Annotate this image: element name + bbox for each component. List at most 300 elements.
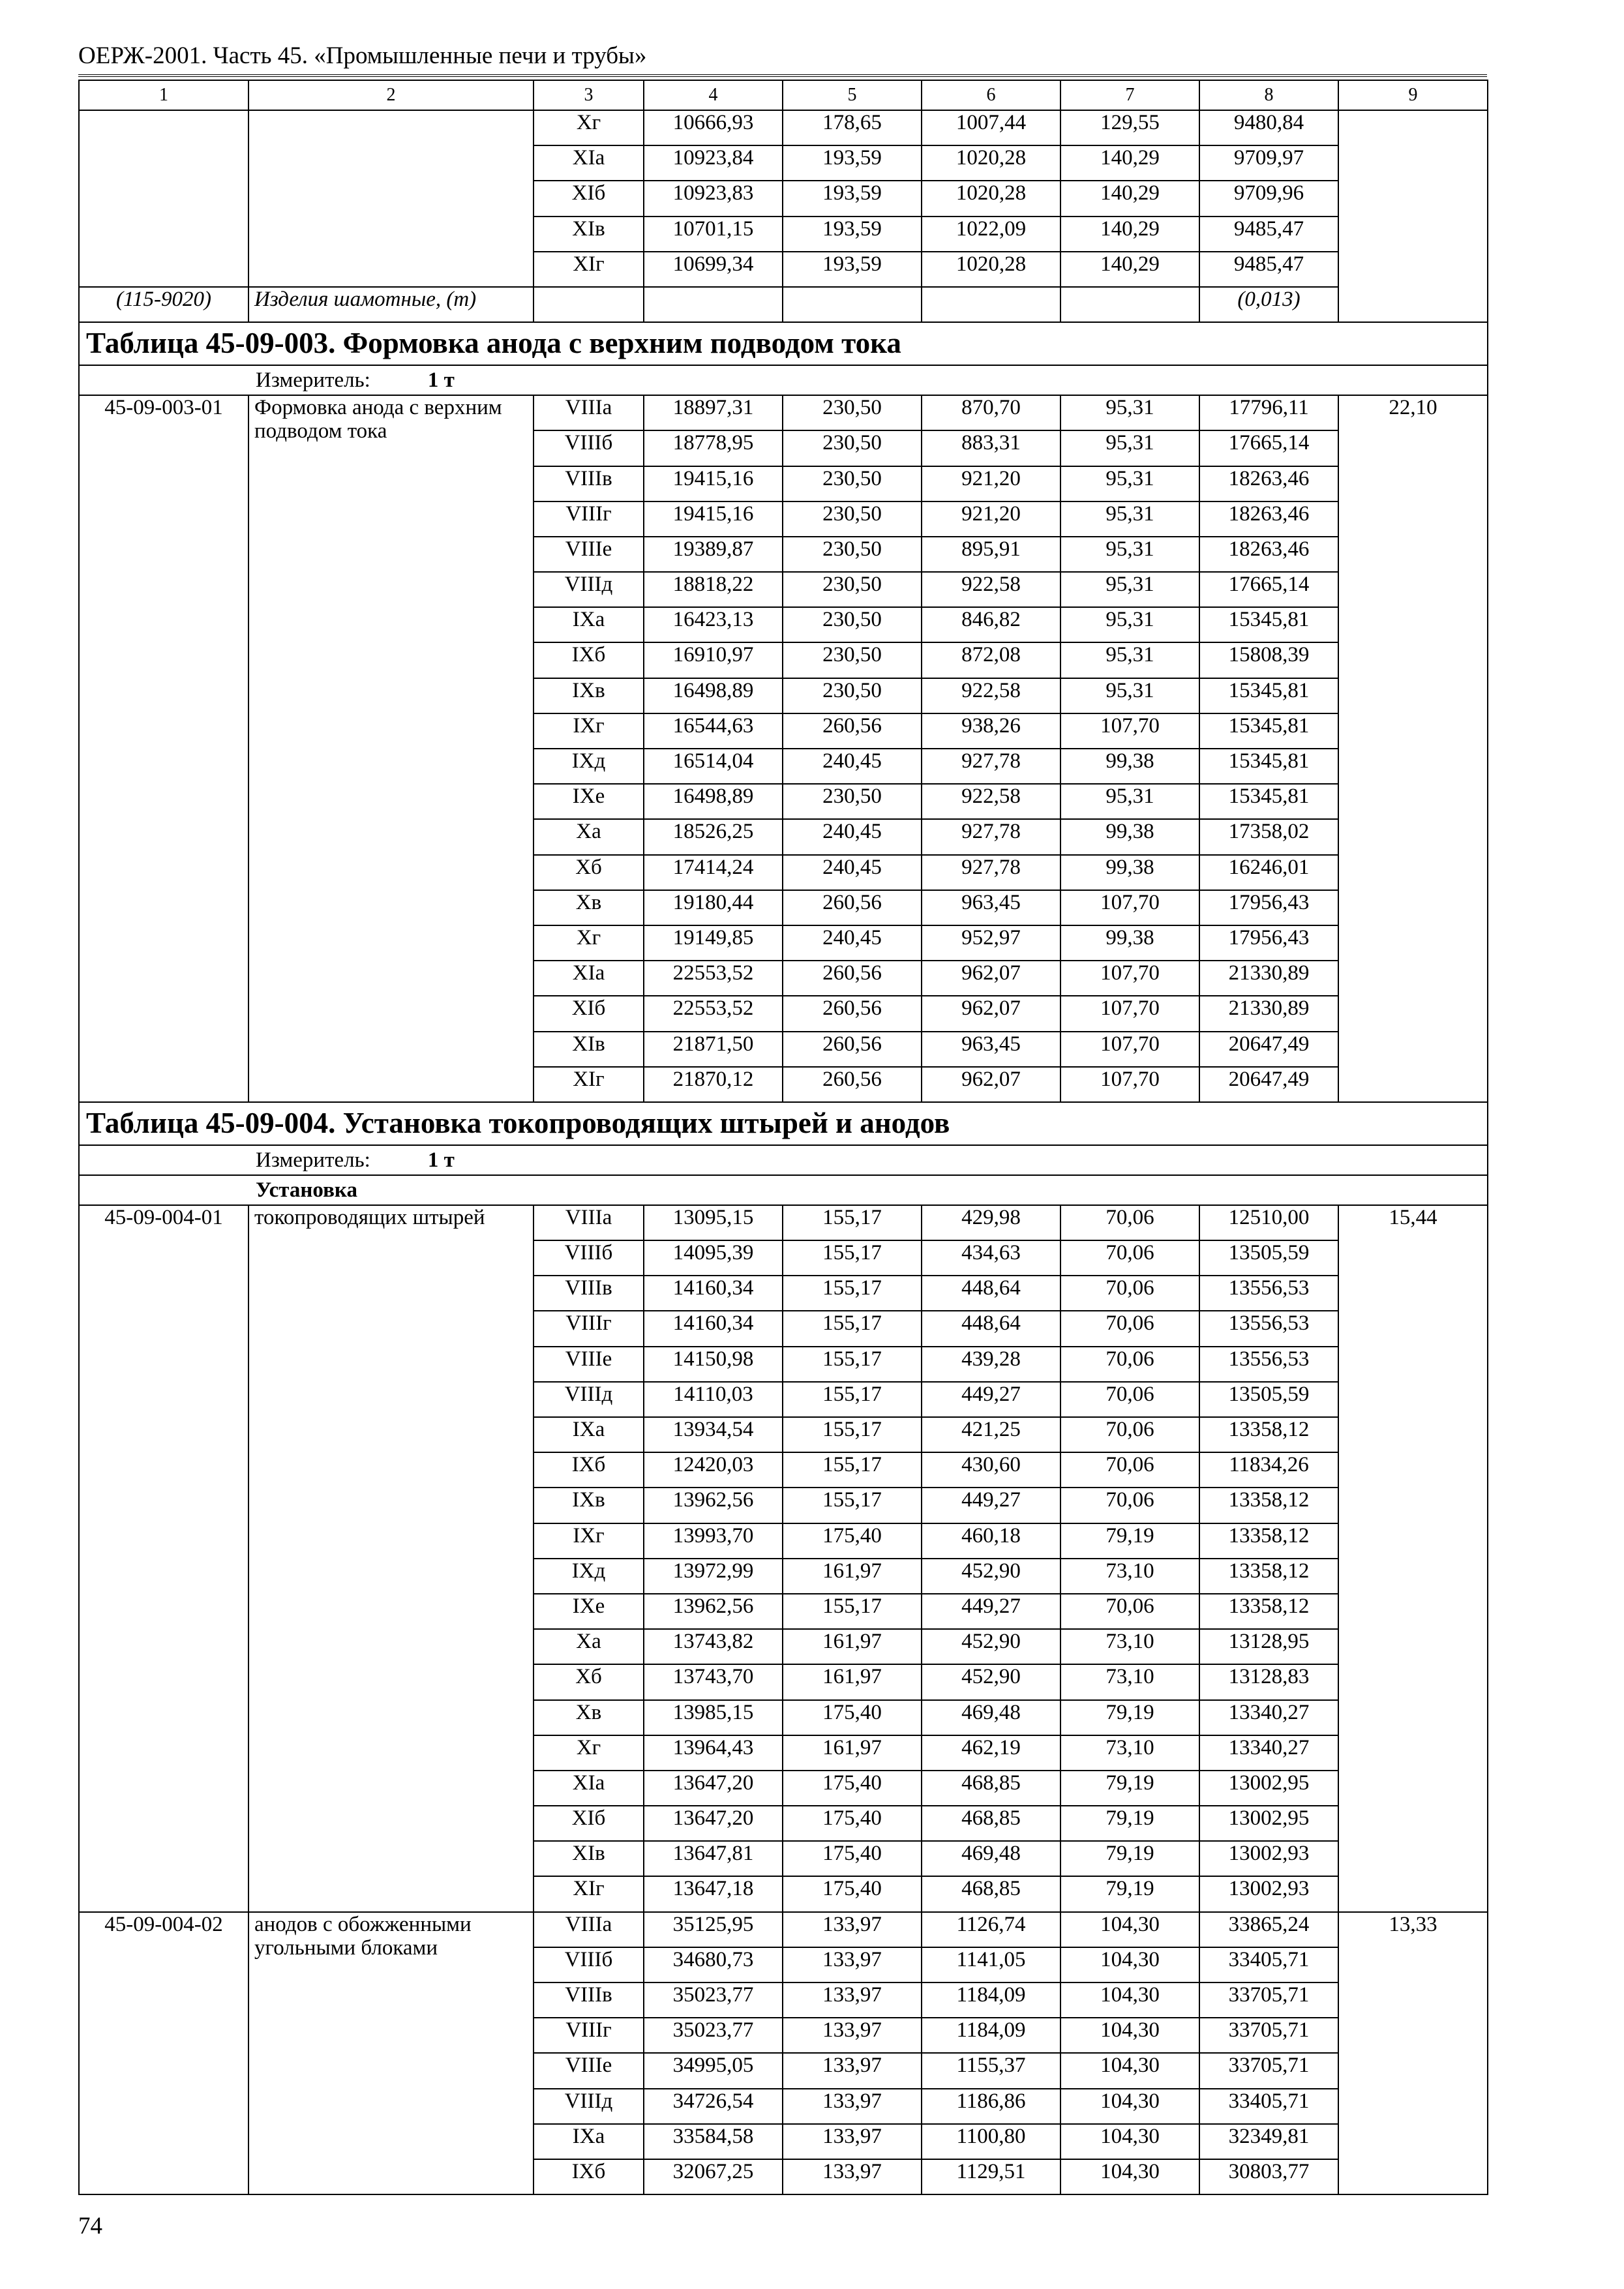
value-cell: 16498,89 bbox=[644, 784, 783, 819]
value-cell: 260,56 bbox=[783, 961, 922, 996]
value-cell: 33584,58 bbox=[644, 2124, 783, 2159]
value-cell: VIIIв bbox=[534, 466, 644, 501]
value-cell: 922,58 bbox=[922, 572, 1060, 607]
value-cell: VIIIд bbox=[534, 1382, 644, 1417]
col9-cell: 15,44 bbox=[1338, 1205, 1488, 1912]
value-cell: 883,31 bbox=[922, 430, 1060, 466]
value-cell: 1155,37 bbox=[922, 2053, 1060, 2088]
unit-label: Измеритель: bbox=[256, 368, 370, 392]
material-value: (0,013) bbox=[1199, 287, 1338, 322]
table-003-title: Таблица 45-09-003. Формовка анода с верхним подводом тока bbox=[79, 322, 1488, 365]
value-cell: 230,50 bbox=[783, 784, 922, 819]
value-cell: 13128,83 bbox=[1199, 1664, 1338, 1699]
value-cell: 95,31 bbox=[1060, 572, 1199, 607]
column-number: 3 bbox=[534, 80, 644, 110]
column-number: 9 bbox=[1338, 80, 1488, 110]
value-cell: 140,29 bbox=[1060, 145, 1199, 181]
col9-cell bbox=[1338, 110, 1488, 322]
value-cell: 17358,02 bbox=[1199, 819, 1338, 854]
value-cell: 35023,77 bbox=[644, 2018, 783, 2053]
value-cell: 107,70 bbox=[1060, 1067, 1199, 1102]
value-cell: VIIIд bbox=[534, 572, 644, 607]
value-cell: 240,45 bbox=[783, 855, 922, 890]
value-cell: 155,17 bbox=[783, 1240, 922, 1276]
value-cell: 16514,04 bbox=[644, 749, 783, 784]
table-004-title: Таблица 45-09-004. Установка токопроводящих штырей и анодов bbox=[79, 1102, 1488, 1145]
value-cell: 13993,70 bbox=[644, 1523, 783, 1559]
value-cell: ХIа bbox=[534, 961, 644, 996]
value-cell: 1100,80 bbox=[922, 2124, 1060, 2159]
value-cell: VIIIе bbox=[534, 1347, 644, 1382]
value-cell: 33705,71 bbox=[1199, 2018, 1338, 2053]
value-cell: 16246,01 bbox=[1199, 855, 1338, 890]
value-cell: 155,17 bbox=[783, 1594, 922, 1629]
value-cell: Хб bbox=[534, 1664, 644, 1699]
value-cell: 129,55 bbox=[1060, 110, 1199, 145]
value-cell: IХа bbox=[534, 2124, 644, 2159]
value-cell: ХIв bbox=[534, 1032, 644, 1067]
value-cell: 20647,49 bbox=[1199, 1032, 1338, 1067]
unit-row bbox=[79, 1145, 1488, 1175]
value-cell: 260,56 bbox=[783, 890, 922, 925]
value-cell: 73,10 bbox=[1060, 1664, 1199, 1699]
value-cell: Ха bbox=[534, 1629, 644, 1664]
value-cell: 19415,16 bbox=[644, 466, 783, 501]
value-cell: 468,85 bbox=[922, 1806, 1060, 1841]
value-cell: 230,50 bbox=[783, 537, 922, 572]
value-cell: 107,70 bbox=[1060, 713, 1199, 749]
value-cell: 449,27 bbox=[922, 1382, 1060, 1417]
value-cell: 16498,89 bbox=[644, 678, 783, 713]
code-cell: 45-09-004-02 bbox=[79, 1912, 248, 2195]
material-name: Изделия шамотные, (т) bbox=[248, 287, 534, 322]
value-cell: 15345,81 bbox=[1199, 607, 1338, 642]
value-cell: 20647,49 bbox=[1199, 1067, 1338, 1102]
value-cell: 230,50 bbox=[783, 642, 922, 678]
value-cell: IХд bbox=[534, 1559, 644, 1594]
value-cell: VIIIа bbox=[534, 395, 644, 430]
value-cell: 449,27 bbox=[922, 1594, 1060, 1629]
value-cell: 95,31 bbox=[1060, 466, 1199, 501]
value-cell: Хг bbox=[534, 1735, 644, 1771]
value-cell: 35023,77 bbox=[644, 1982, 783, 2018]
value-cell: 155,17 bbox=[783, 1417, 922, 1452]
value-cell: 104,30 bbox=[1060, 2018, 1199, 2053]
value-cell: 73,10 bbox=[1060, 1559, 1199, 1594]
column-number: 7 bbox=[1060, 80, 1199, 110]
value-cell: 30803,77 bbox=[1199, 2159, 1338, 2194]
value-cell: 1007,44 bbox=[922, 110, 1060, 145]
value-cell: 13985,15 bbox=[644, 1700, 783, 1735]
subheading-row bbox=[79, 1175, 1488, 1205]
value-cell: 13647,18 bbox=[644, 1876, 783, 1911]
value-cell: 155,17 bbox=[783, 1488, 922, 1523]
value-cell: VIIIд bbox=[534, 2089, 644, 2124]
value-cell: 468,85 bbox=[922, 1876, 1060, 1911]
value-cell: 19389,87 bbox=[644, 537, 783, 572]
value-cell: 18263,46 bbox=[1199, 466, 1338, 501]
value-cell: 21330,89 bbox=[1199, 961, 1338, 996]
empty-cell bbox=[922, 287, 1060, 322]
value-cell: 33865,24 bbox=[1199, 1912, 1338, 1947]
value-cell: 161,97 bbox=[783, 1629, 922, 1664]
value-cell: 35125,95 bbox=[644, 1912, 783, 1947]
value-cell: 18818,22 bbox=[644, 572, 783, 607]
value-cell: ХIг bbox=[534, 1067, 644, 1102]
value-cell: 34726,54 bbox=[644, 2089, 783, 2124]
value-cell: 13647,81 bbox=[644, 1841, 783, 1876]
value-cell: 1184,09 bbox=[922, 1982, 1060, 2018]
value-cell: 21330,89 bbox=[1199, 996, 1338, 1031]
value-cell: 13964,43 bbox=[644, 1735, 783, 1771]
value-cell: 95,31 bbox=[1060, 607, 1199, 642]
value-cell: 962,07 bbox=[922, 996, 1060, 1031]
value-cell: 13743,82 bbox=[644, 1629, 783, 1664]
value-cell: 155,17 bbox=[783, 1311, 922, 1346]
value-cell: 10699,34 bbox=[644, 252, 783, 287]
value-cell: 13002,95 bbox=[1199, 1806, 1338, 1841]
value-cell: 421,25 bbox=[922, 1417, 1060, 1452]
value-cell: 95,31 bbox=[1060, 537, 1199, 572]
value-cell: 448,64 bbox=[922, 1311, 1060, 1346]
value-cell: 434,63 bbox=[922, 1240, 1060, 1276]
subheading-cell bbox=[79, 1175, 1488, 1205]
value-cell: IХг bbox=[534, 713, 644, 749]
value-cell: 9709,97 bbox=[1199, 145, 1338, 181]
value-cell: 79,19 bbox=[1060, 1771, 1199, 1806]
material-row bbox=[79, 287, 1488, 322]
value-cell: VIIIб bbox=[534, 430, 644, 466]
value-cell: 462,19 bbox=[922, 1735, 1060, 1771]
value-cell: 12510,00 bbox=[1199, 1205, 1338, 1240]
value-cell: 18897,31 bbox=[644, 395, 783, 430]
value-cell: 1141,05 bbox=[922, 1947, 1060, 1982]
value-cell: 73,10 bbox=[1060, 1629, 1199, 1664]
value-cell: 22553,52 bbox=[644, 961, 783, 996]
value-cell: ХIг bbox=[534, 252, 644, 287]
value-cell: 922,58 bbox=[922, 784, 1060, 819]
value-cell: 107,70 bbox=[1060, 1032, 1199, 1067]
value-cell: 260,56 bbox=[783, 713, 922, 749]
value-cell: 175,40 bbox=[783, 1876, 922, 1911]
value-cell: 1186,86 bbox=[922, 2089, 1060, 2124]
value-cell: 133,97 bbox=[783, 2124, 922, 2159]
value-cell: 13002,93 bbox=[1199, 1841, 1338, 1876]
table-body bbox=[79, 80, 1488, 2194]
value-cell: 921,20 bbox=[922, 501, 1060, 537]
value-cell: 895,91 bbox=[922, 537, 1060, 572]
unit-value: 1 т bbox=[427, 368, 455, 392]
value-cell: IХв bbox=[534, 678, 644, 713]
value-cell: VIIIг bbox=[534, 2018, 644, 2053]
value-cell: IХа bbox=[534, 607, 644, 642]
table-title-row bbox=[79, 322, 1488, 365]
value-cell: 104,30 bbox=[1060, 2089, 1199, 2124]
value-cell: 927,78 bbox=[922, 749, 1060, 784]
value-cell: 140,29 bbox=[1060, 252, 1199, 287]
value-cell: 161,97 bbox=[783, 1664, 922, 1699]
value-cell: 70,06 bbox=[1060, 1276, 1199, 1311]
value-cell: ХIа bbox=[534, 1771, 644, 1806]
value-cell: 1126,74 bbox=[922, 1912, 1060, 1947]
value-cell: 9709,96 bbox=[1199, 181, 1338, 216]
value-cell: 70,06 bbox=[1060, 1382, 1199, 1417]
value-cell: Ха bbox=[534, 819, 644, 854]
value-cell: 21871,50 bbox=[644, 1032, 783, 1067]
value-cell: 13556,53 bbox=[1199, 1347, 1338, 1382]
value-cell: 95,31 bbox=[1060, 784, 1199, 819]
value-cell: 18263,46 bbox=[1199, 537, 1338, 572]
value-cell: 13358,12 bbox=[1199, 1417, 1338, 1452]
value-cell: 99,38 bbox=[1060, 749, 1199, 784]
value-cell: 193,59 bbox=[783, 217, 922, 252]
value-cell: 19149,85 bbox=[644, 925, 783, 961]
value-cell: 15808,39 bbox=[1199, 642, 1338, 678]
value-cell: Хв bbox=[534, 1700, 644, 1735]
value-cell: ХIб bbox=[534, 996, 644, 1031]
table-row bbox=[79, 395, 1488, 430]
value-cell: 17956,43 bbox=[1199, 925, 1338, 961]
column-number: 8 bbox=[1199, 80, 1338, 110]
value-cell: 17665,14 bbox=[1199, 572, 1338, 607]
value-cell: 79,19 bbox=[1060, 1841, 1199, 1876]
value-cell: 104,30 bbox=[1060, 2053, 1199, 2088]
value-cell: 16910,97 bbox=[644, 642, 783, 678]
value-cell: 468,85 bbox=[922, 1771, 1060, 1806]
value-cell: 9485,47 bbox=[1199, 252, 1338, 287]
value-cell: 99,38 bbox=[1060, 855, 1199, 890]
value-cell: 452,90 bbox=[922, 1664, 1060, 1699]
value-cell: 1129,51 bbox=[922, 2159, 1060, 2194]
value-cell: 155,17 bbox=[783, 1205, 922, 1240]
unit-row bbox=[79, 365, 1488, 395]
value-cell: IХб bbox=[534, 2159, 644, 2194]
value-cell: 193,59 bbox=[783, 252, 922, 287]
value-cell: 1020,28 bbox=[922, 145, 1060, 181]
unit-cell bbox=[79, 1145, 1488, 1175]
value-cell: 469,48 bbox=[922, 1700, 1060, 1735]
value-cell: VIIIв bbox=[534, 1982, 644, 2018]
value-cell: 79,19 bbox=[1060, 1806, 1199, 1841]
value-cell: 18526,25 bbox=[644, 819, 783, 854]
page-number: 74 bbox=[78, 2213, 102, 2239]
value-cell: 73,10 bbox=[1060, 1735, 1199, 1771]
value-cell: 1184,09 bbox=[922, 2018, 1060, 2053]
value-cell: 439,28 bbox=[922, 1347, 1060, 1382]
value-cell: 95,31 bbox=[1060, 678, 1199, 713]
value-cell: IХг bbox=[534, 1523, 644, 1559]
value-cell: Хг bbox=[534, 925, 644, 961]
value-cell: 1022,09 bbox=[922, 217, 1060, 252]
value-cell: 18263,46 bbox=[1199, 501, 1338, 537]
value-cell: 107,70 bbox=[1060, 961, 1199, 996]
value-cell: 10923,83 bbox=[644, 181, 783, 216]
value-cell: 175,40 bbox=[783, 1771, 922, 1806]
value-cell: 872,08 bbox=[922, 642, 1060, 678]
value-cell: 963,45 bbox=[922, 890, 1060, 925]
value-cell: 240,45 bbox=[783, 925, 922, 961]
column-number: 2 bbox=[248, 80, 534, 110]
value-cell: 15345,81 bbox=[1199, 784, 1338, 819]
value-cell: 22553,52 bbox=[644, 996, 783, 1031]
price-table bbox=[78, 80, 1488, 2195]
value-cell: 13340,27 bbox=[1199, 1700, 1338, 1735]
value-cell: 952,97 bbox=[922, 925, 1060, 961]
value-cell: ХIв bbox=[534, 1841, 644, 1876]
value-cell: IХа bbox=[534, 1417, 644, 1452]
value-cell: 175,40 bbox=[783, 1806, 922, 1841]
unit-cell bbox=[79, 365, 1488, 395]
value-cell: 33405,71 bbox=[1199, 1947, 1338, 1982]
value-cell: 155,17 bbox=[783, 1276, 922, 1311]
value-cell: Хб bbox=[534, 855, 644, 890]
page-header bbox=[78, 38, 1487, 77]
value-cell: 193,59 bbox=[783, 145, 922, 181]
value-cell: 13002,95 bbox=[1199, 1771, 1338, 1806]
value-cell: 230,50 bbox=[783, 572, 922, 607]
value-cell: 104,30 bbox=[1060, 1947, 1199, 1982]
value-cell: 155,17 bbox=[783, 1382, 922, 1417]
col9-cell: 22,10 bbox=[1338, 395, 1488, 1102]
value-cell: 79,19 bbox=[1060, 1700, 1199, 1735]
value-cell: 10666,93 bbox=[644, 110, 783, 145]
value-cell: 13505,59 bbox=[1199, 1382, 1338, 1417]
value-cell: 17414,24 bbox=[644, 855, 783, 890]
value-cell: 133,97 bbox=[783, 2018, 922, 2053]
code-cell bbox=[79, 110, 248, 287]
value-cell: 13358,12 bbox=[1199, 1488, 1338, 1523]
value-cell: 34680,73 bbox=[644, 1947, 783, 1982]
value-cell: 175,40 bbox=[783, 1523, 922, 1559]
value-cell: 155,17 bbox=[783, 1347, 922, 1382]
value-cell: 922,58 bbox=[922, 678, 1060, 713]
value-cell: 70,06 bbox=[1060, 1347, 1199, 1382]
value-cell: 133,97 bbox=[783, 2159, 922, 2194]
value-cell: IХе bbox=[534, 784, 644, 819]
value-cell: 133,97 bbox=[783, 1982, 922, 2018]
value-cell: 230,50 bbox=[783, 466, 922, 501]
value-cell: 14110,03 bbox=[644, 1382, 783, 1417]
document-title: ОЕРЖ-2001. Часть 45. «Промышленные печи и трубы» bbox=[78, 42, 647, 69]
name-cell: анодов с обожженными угольными блоками bbox=[248, 1912, 534, 2195]
value-cell: 13743,70 bbox=[644, 1664, 783, 1699]
value-cell: 32067,25 bbox=[644, 2159, 783, 2194]
unit-label: Измеритель: bbox=[256, 1148, 370, 1172]
value-cell: 178,65 bbox=[783, 110, 922, 145]
value-cell: IХе bbox=[534, 1594, 644, 1629]
value-cell: 193,59 bbox=[783, 181, 922, 216]
value-cell: 230,50 bbox=[783, 678, 922, 713]
value-cell: 33705,71 bbox=[1199, 1982, 1338, 2018]
value-cell: 104,30 bbox=[1060, 1982, 1199, 2018]
value-cell: 17796,11 bbox=[1199, 395, 1338, 430]
value-cell: ХIв bbox=[534, 217, 644, 252]
value-cell: 452,90 bbox=[922, 1559, 1060, 1594]
value-cell: 14160,34 bbox=[644, 1276, 783, 1311]
value-cell: 230,50 bbox=[783, 395, 922, 430]
name-cell bbox=[248, 110, 534, 287]
value-cell: 161,97 bbox=[783, 1735, 922, 1771]
value-cell: IХв bbox=[534, 1488, 644, 1523]
value-cell: 70,06 bbox=[1060, 1205, 1199, 1240]
value-cell: VIIIв bbox=[534, 1276, 644, 1311]
column-number: 5 bbox=[783, 80, 922, 110]
value-cell: 70,06 bbox=[1060, 1452, 1199, 1488]
table-row bbox=[79, 110, 1488, 145]
value-cell: 429,98 bbox=[922, 1205, 1060, 1240]
value-cell: 70,06 bbox=[1060, 1594, 1199, 1629]
value-cell: 15345,81 bbox=[1199, 678, 1338, 713]
unit-value: 1 т bbox=[427, 1148, 455, 1172]
value-cell: 10923,84 bbox=[644, 145, 783, 181]
empty-cell bbox=[534, 287, 644, 322]
value-cell: 104,30 bbox=[1060, 1912, 1199, 1947]
value-cell: 104,30 bbox=[1060, 2159, 1199, 2194]
value-cell: VIIIа bbox=[534, 1205, 644, 1240]
name-cell: Формовка анода с верхним подводом тока bbox=[248, 395, 534, 1102]
value-cell: 13556,53 bbox=[1199, 1276, 1338, 1311]
value-cell: VIIIг bbox=[534, 501, 644, 537]
column-number-row bbox=[79, 80, 1488, 110]
value-cell: 33705,71 bbox=[1199, 2053, 1338, 2088]
code-cell: 45-09-004-01 bbox=[79, 1205, 248, 1912]
value-cell: 79,19 bbox=[1060, 1523, 1199, 1559]
value-cell: 13128,95 bbox=[1199, 1629, 1338, 1664]
value-cell: IХд bbox=[534, 749, 644, 784]
value-cell: 962,07 bbox=[922, 1067, 1060, 1102]
value-cell: 240,45 bbox=[783, 749, 922, 784]
value-cell: 133,97 bbox=[783, 2089, 922, 2124]
value-cell: 79,19 bbox=[1060, 1876, 1199, 1911]
value-cell: 155,17 bbox=[783, 1452, 922, 1488]
value-cell: 13340,27 bbox=[1199, 1735, 1338, 1771]
value-cell: 448,64 bbox=[922, 1276, 1060, 1311]
value-cell: IХб bbox=[534, 642, 644, 678]
value-cell: 16423,13 bbox=[644, 607, 783, 642]
value-cell: 95,31 bbox=[1060, 642, 1199, 678]
value-cell: ХIб bbox=[534, 181, 644, 216]
value-cell: 14160,34 bbox=[644, 1311, 783, 1346]
material-code: (115-9020) bbox=[79, 287, 248, 322]
value-cell: 140,29 bbox=[1060, 217, 1199, 252]
value-cell: 175,40 bbox=[783, 1700, 922, 1735]
value-cell: 16544,63 bbox=[644, 713, 783, 749]
col9-cell: 13,33 bbox=[1338, 1912, 1488, 2195]
value-cell: 260,56 bbox=[783, 1032, 922, 1067]
value-cell: ХIб bbox=[534, 1806, 644, 1841]
empty-cell bbox=[783, 287, 922, 322]
value-cell: 230,50 bbox=[783, 501, 922, 537]
value-cell: 34995,05 bbox=[644, 2053, 783, 2088]
value-cell: 19180,44 bbox=[644, 890, 783, 925]
value-cell: 14095,39 bbox=[644, 1240, 783, 1276]
value-cell: 13358,12 bbox=[1199, 1559, 1338, 1594]
column-number: 4 bbox=[644, 80, 783, 110]
value-cell: VIIIе bbox=[534, 2053, 644, 2088]
value-cell: 927,78 bbox=[922, 819, 1060, 854]
value-cell: 938,26 bbox=[922, 713, 1060, 749]
code-cell: 45-09-003-01 bbox=[79, 395, 248, 1102]
value-cell: 13095,15 bbox=[644, 1205, 783, 1240]
value-cell: 18778,95 bbox=[644, 430, 783, 466]
value-cell: 240,45 bbox=[783, 819, 922, 854]
value-cell: 19415,16 bbox=[644, 501, 783, 537]
value-cell: 95,31 bbox=[1060, 501, 1199, 537]
value-cell: 70,06 bbox=[1060, 1240, 1199, 1276]
table-title-row bbox=[79, 1102, 1488, 1145]
value-cell: VIIIб bbox=[534, 1947, 644, 1982]
value-cell: 9480,84 bbox=[1199, 110, 1338, 145]
